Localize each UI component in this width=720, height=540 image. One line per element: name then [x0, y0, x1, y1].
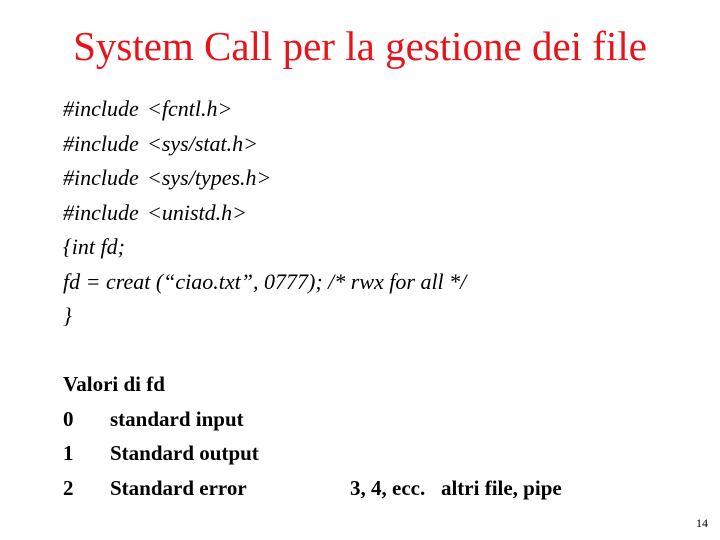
fd-label: Standard error — [110, 475, 247, 500]
include-header: <fcntl.h> — [147, 96, 233, 121]
fd-row — [63, 471, 259, 506]
code-example — [63, 92, 466, 334]
include-line — [63, 161, 466, 196]
fd-other-values: 3, 4, ecc. altri file, pipe — [350, 476, 562, 500]
fd-number: 0 — [63, 406, 74, 431]
include-keyword: #include — [63, 96, 139, 121]
fd-label: Standard output — [110, 441, 259, 465]
include-header: <unistd.h> — [147, 199, 247, 225]
include-keyword: #include — [63, 199, 139, 225]
fd-row — [63, 436, 259, 471]
fd-label: standard input — [110, 406, 244, 431]
fd-row — [63, 402, 259, 437]
declaration-line: {int fd; — [63, 234, 125, 259]
fd-number: 1 — [63, 441, 74, 465]
include-keyword: #include — [63, 130, 139, 156]
include-header: <sys/types.h> — [147, 165, 272, 190]
slide-title: System Call per la gestione dei file — [73, 23, 647, 69]
fd-number: 2 — [63, 475, 74, 500]
include-line — [63, 127, 466, 162]
creat-statement-line: fd = creat (“ciao.txt”, 0777); /* rwx for all */ — [63, 268, 467, 294]
closing-brace-line: } — [63, 303, 72, 328]
include-header: <sys/stat.h> — [147, 130, 258, 156]
page-number: 14 — [696, 516, 708, 530]
include-line — [63, 196, 466, 231]
include-keyword: #include — [63, 165, 139, 190]
include-line — [63, 92, 466, 127]
fd-values-heading: Valori di fd — [63, 372, 165, 396]
fd-values-list — [63, 367, 259, 505]
